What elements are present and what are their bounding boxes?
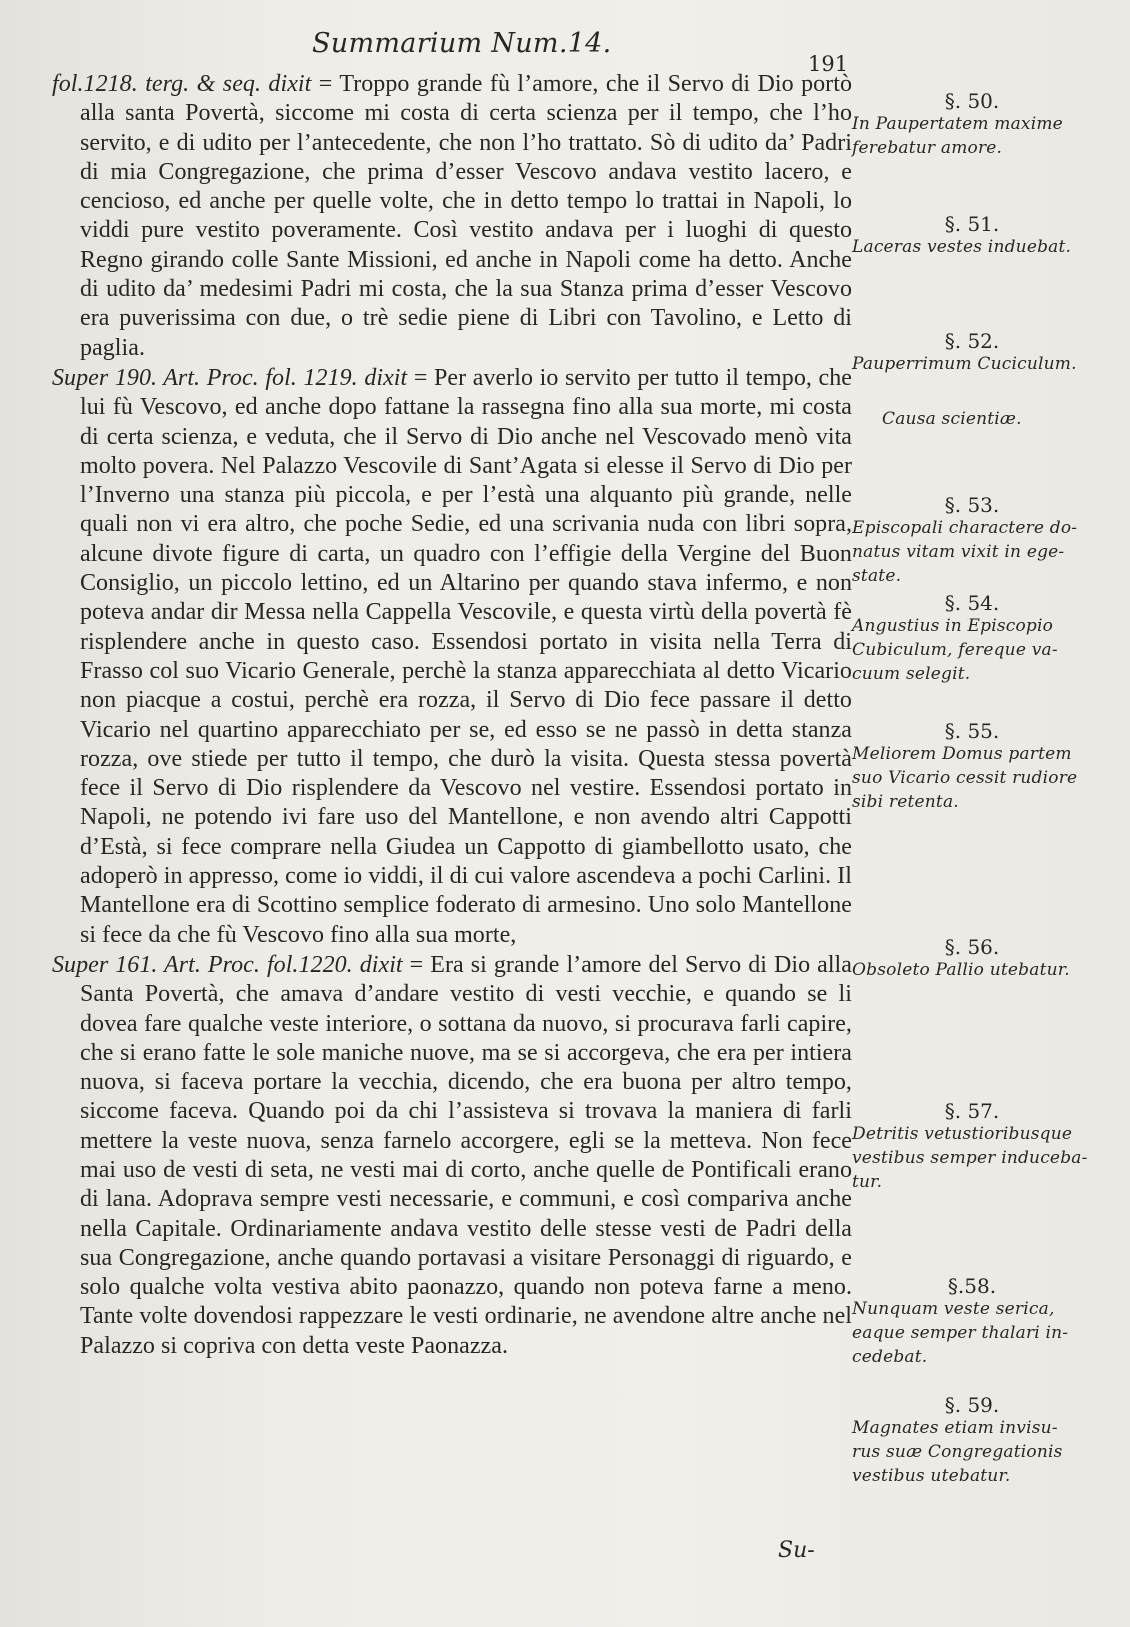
note-section-number: §. 52. — [944, 329, 1000, 353]
note-section-number: §. 59. — [944, 1393, 1000, 1417]
margin-note — [852, 720, 1092, 814]
testimony-paragraph — [52, 951, 852, 1361]
margin-note — [852, 213, 1092, 259]
citation-lead: Super 161. Art. Proc. fol.1220. dixit — [52, 951, 403, 978]
margin-note — [882, 407, 1122, 431]
note-section-number: §. 56. — [944, 935, 1000, 959]
margin-note — [852, 592, 1092, 686]
margin-note — [852, 1100, 1092, 1194]
note-text: Magnates etiam invisu- rus suæ Congregationis vestibus utebatur. — [852, 1418, 1063, 1486]
note-section-number: §. 54. — [944, 591, 1000, 615]
running-title: Summarium Num.14. — [312, 28, 612, 59]
margin-note — [852, 936, 1092, 982]
note-text: Laceras vestes induebat. — [852, 237, 1072, 257]
note-text: Obsoleto Pallio utebatur. — [852, 960, 1070, 980]
note-section-number: §. 51. — [944, 212, 1000, 236]
page-number: 191 — [808, 52, 849, 76]
note-text: Angustius in Episcopio Cubiculum, fereque va- cuum selegit. — [852, 616, 1058, 684]
note-text: Episcopali charactere do- natus vitam vixit in ege- state. — [852, 518, 1078, 586]
margin-note — [852, 1394, 1092, 1488]
paragraph-text: = Per averlo io servito per tutto il tempo, che lui fù Vescovo, ed anche dopo fattane la rassegna fino alla sua morte, mi costa di certa scienza, e veduta, che il Servo di Dio anche nel Vescovado menò vita molto povera. Nel Palazzo Vescovile di Sant’Agata si elesse il Servo di Dio per l’Inverno una stanza più piccola, e per l’està una alquanto più grande, nelle quali non vi era altro, che poche Sedie, ed una scrivania nuda con libri sopra, alcune divote figure di carta, un quadro con l’effigie della Vergine del Buon Consiglio, un piccolo lettino, ed un Altarino per quando stava infermo, e non poteva andar dir Messa nella Cappella Vescovile, e questa virtù della povertà fè risplendere anche in questo caso. Essendosi portato in visita nella Terra di Frasso col suo Vicario Generale, perchè la stanza apparecchiata al detto Vicario non piacque a costui, perchè era rozza, il Servo di Dio fece passare il detto Vicario nel quartino apparecchiato per se, ed esso se ne passò in detta stanza rozza, ove stiede per tutto il tempo, che durò la visita. Questa stessa povertà fece il Servo di Dio risplendere da Vescovo nel vestire. Essendosi portato in Napoli, ne potendo ivi fare uso del Mantellone, e non avendo altri Cappotti d’Està, si fece comprare nella Giudea un Cappotto di giambellotto usato, che adoperò in appresso, come io viddi, il di cui valore ascendeva a pochi Carlini. Il Mantellone era di Scottino semplice foderato di armesino. Uno solo Mantellone si fece da che fù Vescovo fino alla sua morte, — [80, 364, 852, 948]
note-text: Detritis vetustioribusque vestibus semper induceba- tur. — [852, 1124, 1088, 1192]
paragraph-text: = Era si grande l’amore del Servo di Dio alla Santa Povertà, che amava d’andare vestito di vesti vecchie, e quando se li dovea fare qualche veste interiore, o sottana da nuovo, si procurava farli capire, che si erano fatte le sole maniche nuove, ma se si accorgeva, che era per intiera nuova, si faceva portare la vecchia, dicendo, che era buona per altro tempo, siccome faceva. Quando poi da chi l’assisteva si trovava la maniera di farli mettere la veste nuova, senza farnelo accorgere, egli se la metteva. Non fece mai uso de vesti di seta, ne vesti mai di corto, anche quelle de Pontificali erano di lana. Adoprava sempre vesti necessarie, e communi, e così compariva anche nella Capitale. Ordinariamente andava vestito delle stesse vesti de Padri della sua Congregazione, anche quando portavasi a visitare Personaggi di riguardo, e solo qualche volta vestiva abito paonazzo, quando non poteva farne a meno. Tante volte dovendosi rappezzare le vesti ordinarie, ne avendone altre anche nel Palazzo si copriva con detta veste Paonazza. — [80, 951, 852, 1359]
note-section-number: §. 57. — [944, 1099, 1000, 1123]
note-section-number: §. 53. — [944, 493, 1000, 517]
citation-lead: Super 190. Art. Proc. fol. 1219. dixit — [52, 364, 408, 391]
page-header — [0, 24, 1130, 76]
note-text: Pauperrimum Cuciculum. — [852, 354, 1077, 374]
body-text — [52, 70, 852, 1361]
testimony-paragraph — [52, 364, 852, 950]
citation-lead: fol.1218. terg. & seq. dixit — [52, 71, 312, 97]
catchword: Su- — [778, 1538, 815, 1563]
paragraph-text: = Troppo grande fù l’amore, che il Servo di Dio portò alla santa Povertà, siccome mi costa di certa scienza per il tempo, che l’ho servito, e di udito per l’antecedente, che non l’ho trattato. Sò di udito da’ Padri di mia Congregazione, che prima d’esser Vescovo andava vestito lacero, e cencioso, ed anche per quelle volte, che in detto tempo lo trattai in Napoli, lo viddi pure vestito poveramente. Così vestito andava per i luoghi di questo Regno girando colle Sante Missioni, ed anche in Napoli come ha detto. Anche di udito da’ medesimi Padri mi costa, che la sua Stanza prima d’esser Vescovo era puverissima con due, o trè sedie piene di Libri con Tavolino, e Letto di paglia. — [80, 71, 852, 361]
margin-note — [852, 494, 1092, 588]
margin-note — [852, 330, 1092, 376]
margin-note — [852, 1275, 1092, 1369]
note-section-number: §.58. — [947, 1274, 997, 1298]
note-section-number: §. 50. — [944, 89, 1000, 113]
note-text: In Paupertatem maxime ferebatur amore. — [852, 114, 1063, 158]
note-section-number: §. 55. — [944, 719, 1000, 743]
testimony-paragraph — [52, 70, 852, 363]
note-text: Nunquam veste serica, eaque semper thalari in- cedebat. — [852, 1299, 1069, 1367]
note-text: Meliorem Domus partem suo Vicario cessit rudiore sibi retenta. — [852, 744, 1078, 812]
note-text: Causa scientiæ. — [882, 409, 1022, 429]
margin-note — [852, 90, 1092, 160]
